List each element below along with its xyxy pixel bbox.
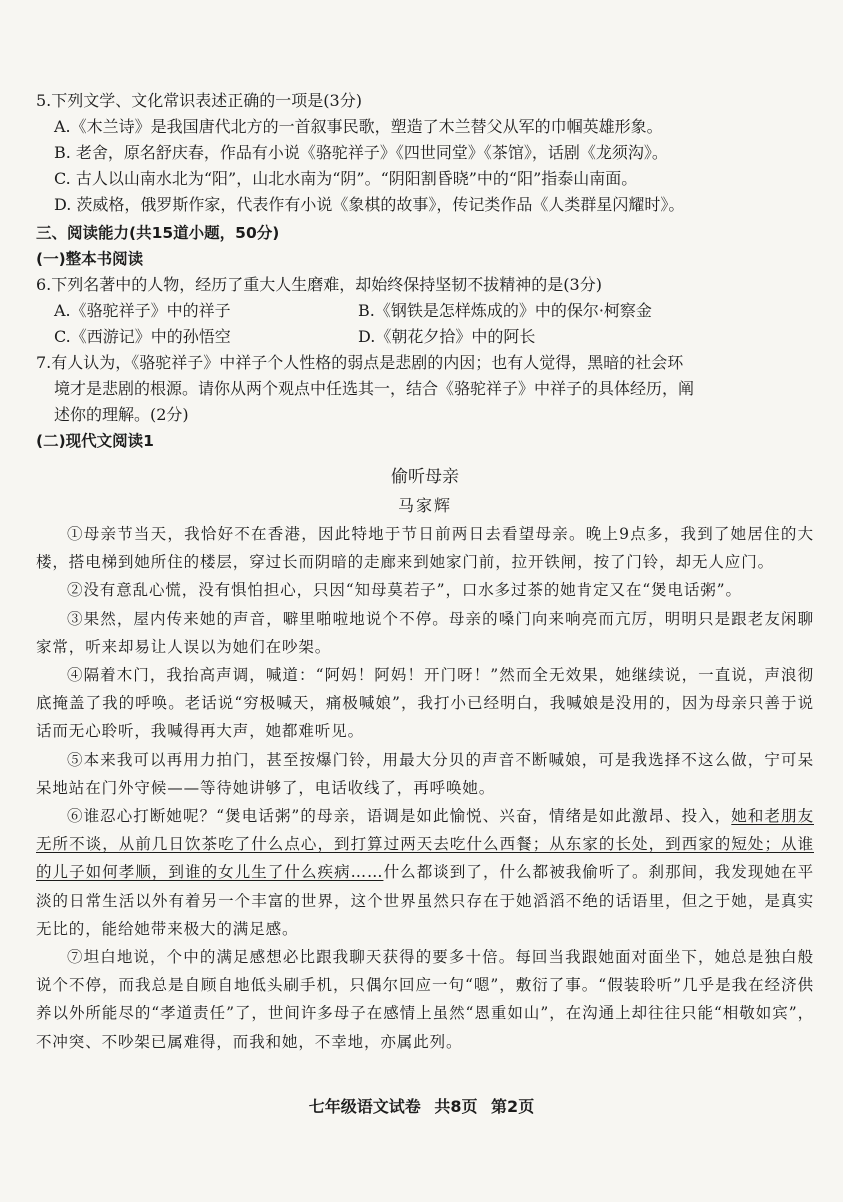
page-content — [36, 88, 814, 1056]
question-5-stem: 5.下列文学、文化常识表述正确的一项是(3分) — [36, 91, 362, 110]
question-7-line-3: 述你的理解。(2分) — [54, 405, 189, 424]
article-paragraph-1: ①母亲节当天，我恰好不在香港，因此特地于节日前两日去看望母亲。晚上9点多，我到了她居住的大楼，搭电梯到她所住的楼层，穿过长而阴暗的走廊来到她家门前，拉开铁闸，按了门铃，却无人应门。 — [36, 525, 814, 572]
section-3-heading: 三、阅读能力(共15道小题，50分) — [36, 224, 280, 242]
article-author: 马家辉 — [397, 496, 452, 515]
question-7-line-1: 7.有人认为，《骆驼祥子》中祥子个人性格的弱点是悲剧的内因；也有人觉得，黑暗的社会环 — [36, 353, 684, 372]
paragraph-6-opening: ⑥谁忍心打断她呢？“煲电话粥”的母亲，语调是如此愉悦、兴奋，情绪是如此激昂、投入， — [67, 807, 732, 826]
paragraph-6-underlined-sentence: 她和老朋友无所不谈，从前几日饮茶吃了什么点心，到打算过两天去吃什么西餐；从东家的长处，到西家的短处；从谁的儿子如何孝顺，到谁的女儿生了什么疾病…… — [36, 807, 814, 882]
question-6-option-b: B.《钢铁是怎样炼成的》中的保尔·柯察金 — [358, 301, 652, 320]
article-paragraph-6 — [36, 802, 814, 943]
question-6-option-a: A.《骆驼祥子》中的祥子 — [54, 301, 231, 320]
article-paragraph-7: ⑦坦白地说，个中的满足感想必比跟我聊天获得的要多十倍。每回当我跟她面对面坐下，她总是独白般说个不停，而我总是自顾自地低头刷手机，只偶尔回应一句“嗯”，敷衍了事。“假装聆听”几乎是我在经济供养以外所能尽的“孝道责任”了，世间许多母子在感情上虽然“恩重如山”，在沟通上却往往只能“相敬如宾”，不冲突、不吵架已属难得，而我和她，不幸地，亦属此列。 — [36, 948, 814, 1051]
question-5-option-b: B. 老舍，原名舒庆春，作品有小说《骆驼祥子》《四世同堂》《茶馆》，话剧《龙须沟》。 — [54, 143, 668, 162]
question-5-option-d: D. 茨威格，俄罗斯作家，代表作有小说《象棋的故事》，传记类作品《人类群星闪耀时》。 — [54, 195, 685, 214]
article-paragraph-2: ②没有意乱心慌，没有惧怕担心，只因“知母莫若子”，口水多过茶的她肯定又在“煲电话粥”。 — [67, 581, 742, 600]
part-2-heading: (二)现代文阅读1 — [36, 432, 154, 450]
part-1-heading: (一)整本书阅读 — [36, 250, 144, 268]
question-5-option-a: A.《木兰诗》是我国唐代北方的一首叙事民歌，塑造了木兰替父从军的巾帼英雄形象。 — [54, 117, 663, 136]
question-6-stem: 6.下列名著中的人物，经历了重大人生磨难，却始终保持坚韧不拔精神的是(3分) — [36, 275, 602, 294]
question-6-option-d: D.《朝花夕拾》中的阿长 — [358, 327, 536, 346]
paragraph-6-closing: 什么都谈到了，什么都被我偷听了。刹那间，我发现她在平淡的日常生活以外有着另一个丰富的世界，这个世界虽然只存在于她滔滔不绝的话语里，但之于她，是真实无比的，能给她带来极大的满足感。 — [36, 863, 814, 938]
article-paragraph-4: ④隔着木门，我抬高声调，喊道：“阿妈！阿妈！开门呀！”然而全无效果，她继续说，一直说，声浪彻底掩盖了我的呼唤。老话说“穷极喊天，痛极喊娘”，我打小已经明白，我喊娘是没用的，因为母亲只善于说话而无心聆听，我喊得再大声，她都难听见。 — [36, 666, 814, 741]
article-paragraph-3: ③果然，屋内传来她的声音，噼里啪啦地说个不停。母亲的嗓门向来响亮而亢厉，明明只是跟老友闲聊家常，听来却易让人误以为她们在吵架。 — [36, 609, 814, 656]
question-6-option-c: C.《西游记》中的孙悟空 — [54, 327, 231, 346]
page-footer: 七年级语文试卷 共8页 第2页 — [308, 1097, 535, 1116]
article-title: 偷听母亲 — [391, 467, 459, 487]
question-5-option-c: C. 古人以山南水北为“阳”，山北水南为“阴”。“阴阳割昏晓”中的“阳”指泰山南面。 — [54, 169, 638, 188]
question-7-line-2: 境才是悲剧的根源。请你从两个观点中任选其一，结合《骆驼祥子》中祥子的具体经历，阐 — [54, 379, 695, 398]
article-paragraph-5: ⑤本来我可以再用力拍门，甚至按爆门铃，用最大分贝的声音不断喊娘，可是我选择不这么做，宁可呆呆地站在门外守候——等待她讲够了，电话收线了，再呼唤她。 — [36, 750, 814, 797]
question-6-options-row-2 — [36, 324, 814, 350]
question-6-options-row-1 — [36, 298, 814, 324]
